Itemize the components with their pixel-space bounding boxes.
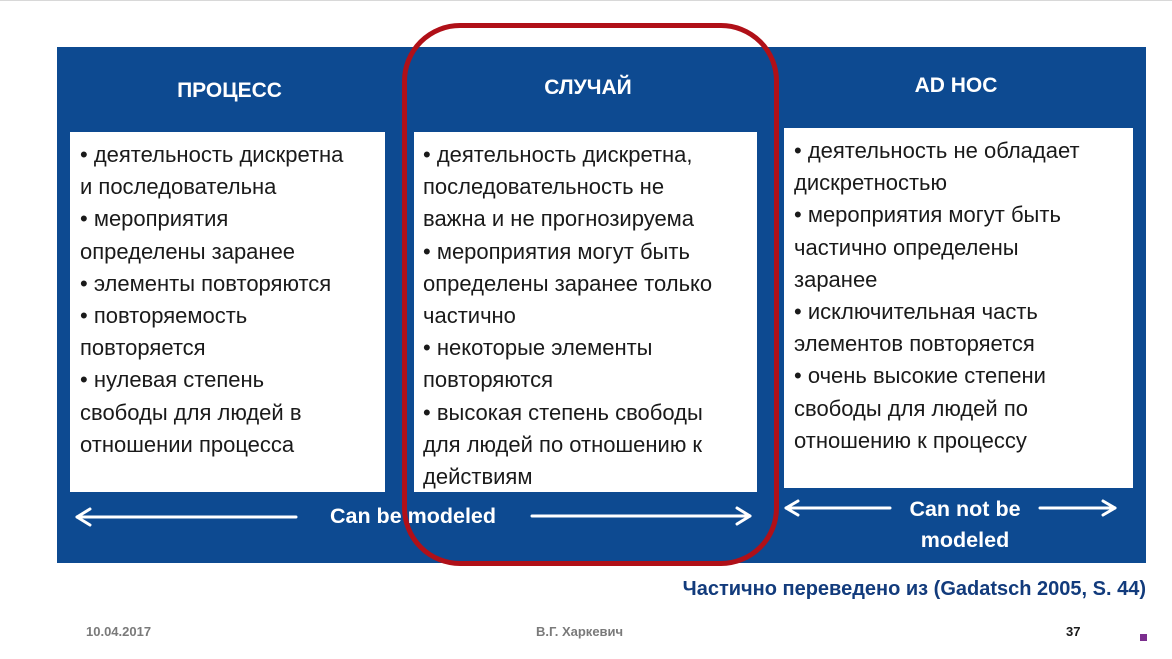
- text-line: • элементы повторяются: [80, 270, 332, 296]
- footer-author: В.Г. Харкевич: [536, 624, 624, 639]
- text-line: и последовательна: [80, 174, 277, 200]
- can-not-be-modeled-line: modeled: [920, 528, 1010, 552]
- text-line: • деятельность дискретна: [80, 142, 344, 167]
- can-not-be-modeled-label: [885, 494, 1045, 556]
- text-line: для людей по отношению к: [423, 431, 703, 457]
- text-line: • мероприятия могут быть: [794, 202, 1061, 228]
- text-line: • нулевая степень: [80, 367, 265, 393]
- text-line: • деятельность дискретна,: [423, 142, 693, 167]
- text-line: частично определены: [794, 234, 1019, 260]
- text-line: • исключительная часть: [794, 299, 1038, 325]
- column-title-adhoc: AD HOC: [914, 74, 998, 97]
- text-line: последовательность не: [423, 174, 665, 200]
- text-line: определены заранее: [80, 238, 296, 264]
- text-line: • некоторые элементы: [423, 335, 653, 361]
- text-line: • деятельность не обладает: [794, 138, 1080, 163]
- text-line: частично: [423, 303, 516, 329]
- text-line: отношении процесса: [80, 431, 295, 457]
- text-line: действиям: [423, 464, 533, 490]
- text-line: свободы для людей в: [80, 399, 302, 425]
- text-line: • мероприятия: [80, 206, 229, 232]
- can-not-be-modeled-line: Can not be: [909, 497, 1021, 521]
- column-title-case: СЛУЧАЙ: [544, 76, 632, 99]
- text-line: важна и не прогнозируема: [423, 206, 695, 232]
- corner-mark: [1140, 634, 1147, 641]
- footer-date: 10.04.2017: [86, 624, 152, 639]
- can-be-modeled-label: Can be modeled: [329, 504, 497, 528]
- column-title-process: ПРОЦЕСС: [177, 79, 282, 102]
- text-line: • очень высокие степени: [794, 363, 1046, 389]
- text-line: • высокая степень свободы: [423, 399, 703, 425]
- citation: Частично переведено из (Gadatsch 2005, S. 44): [682, 578, 1146, 600]
- footer-page-number: 37: [1066, 624, 1081, 639]
- text-line: отношению к процессу: [794, 427, 1027, 453]
- text-line: элементов повторяется: [794, 331, 1035, 357]
- text-line: • мероприятия могут быть: [423, 238, 690, 264]
- text-line: повторяется: [80, 335, 206, 361]
- text-line: дискретностью: [794, 170, 947, 196]
- text-line: повторяются: [423, 367, 554, 393]
- text-line: определены заранее только: [423, 270, 713, 296]
- text-line: • повторяемость: [80, 303, 248, 329]
- text-line: свободы для людей по: [794, 395, 1028, 421]
- text-line: заранее: [794, 266, 878, 292]
